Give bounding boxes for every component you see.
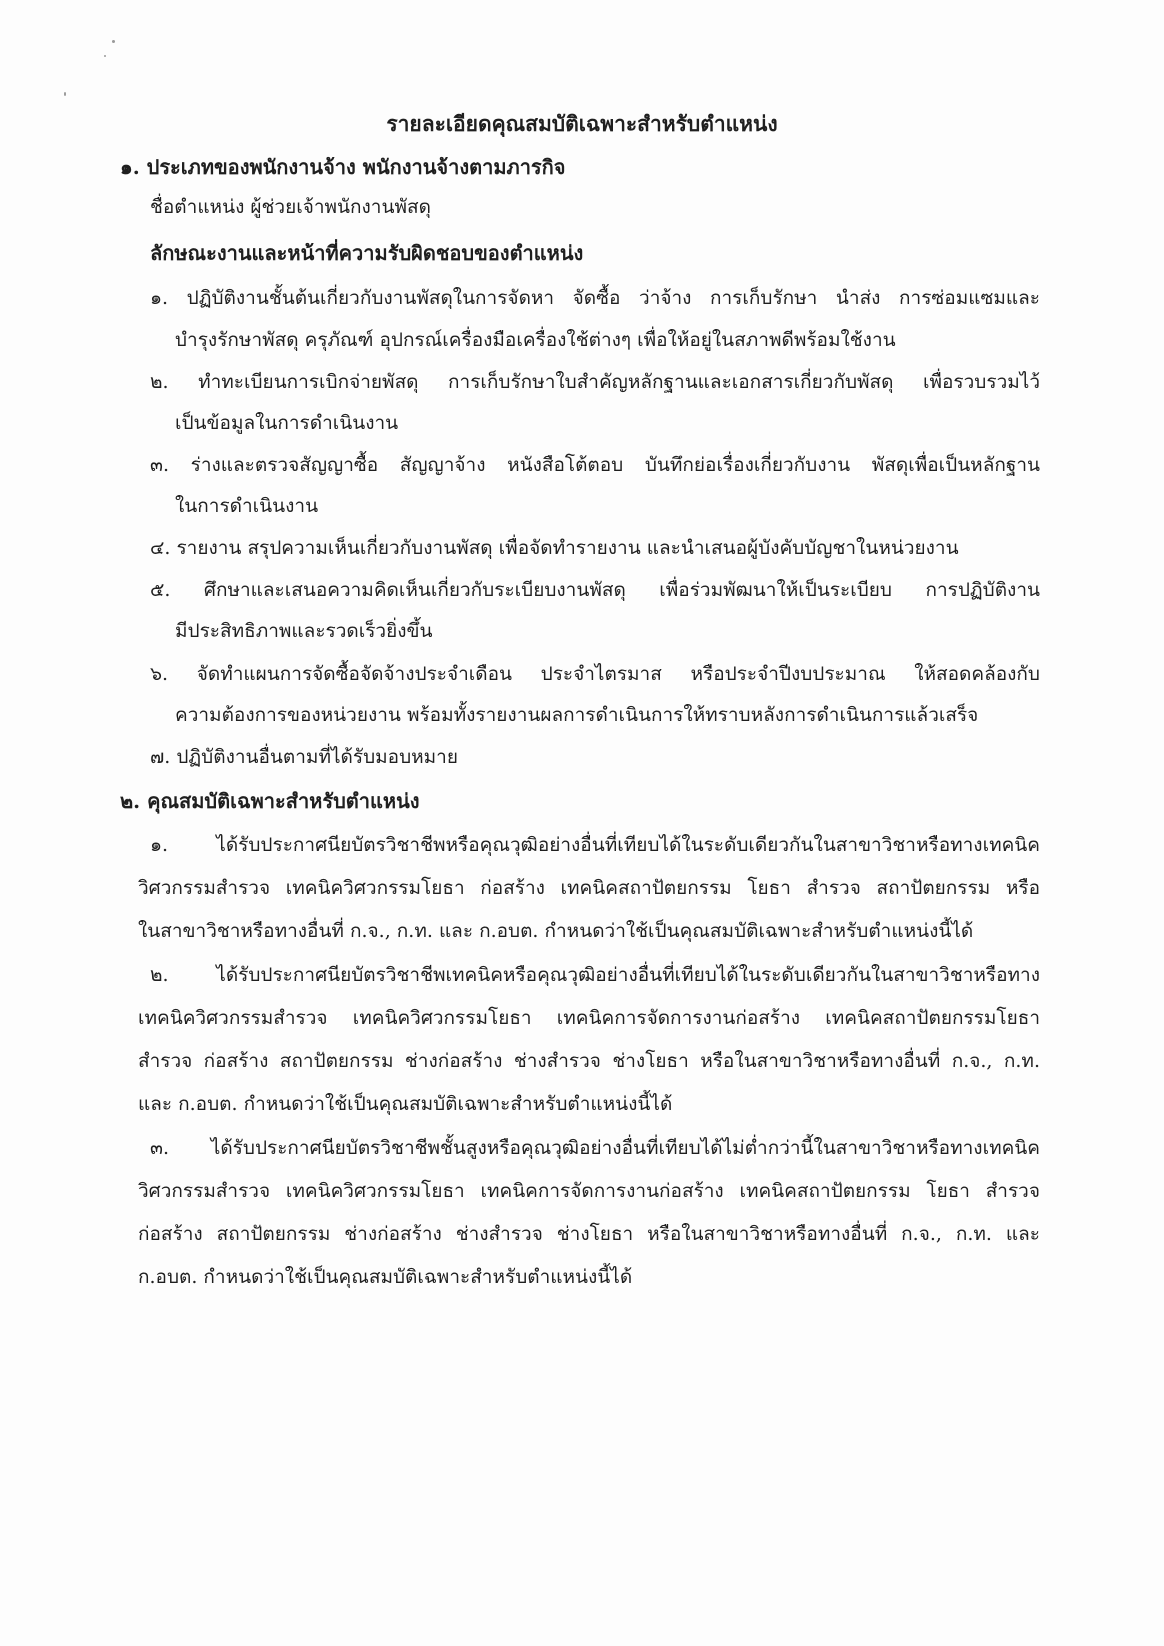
duty-item-7-line1: ๗. ปฏิบัติงานอื่นตามที่ได้รับมอบหมาย — [150, 746, 458, 768]
qualification-1-line1: ๑. ได้รับประกาศนียบัตรวิชาชีพหรือคุณวุฒิอย่างอื่นที่เทียบได้ในระดับเดียวกันในสาขาวิชาหรือทางเทคนิค — [150, 834, 1040, 856]
duty-item-1-line1: ๑. ปฏิบัติงานชั้นต้นเกี่ยวกับงานพัสดุในการจัดหา จัดซื้อ ว่าจ้าง การเก็บรักษา นำส่ง การซ่อมแซมและ — [150, 287, 1040, 309]
qualification-1-line2: วิศวกรรมสำรวจ เทคนิควิศวกรรมโยธา ก่อสร้าง เทคนิคสถาปัตยกรรม โยธา สำรวจ สถาปัตยกรรม หรือ — [138, 877, 1040, 899]
qualification-2-line1: ๒. ได้รับประกาศนียบัตรวิชาชีพเทคนิคหรือคุณวุฒิอย่างอื่นที่เทียบได้ในระดับเดียวกันในสาขาวิชาหรือทาง — [150, 964, 1040, 986]
qualification-2-line2: เทคนิควิศวกรรมสำรวจ เทคนิควิศวกรรมโยธา เทคนิคการจัดการงานก่อสร้าง เทคนิคสถาปัตยกรรมโยธา — [138, 1007, 1040, 1029]
duty-item-6-line1: ๖. จัดทำแผนการจัดซื้อจัดจ้างประจำเดือน ประจำไตรมาส หรือประจำปีงบประมาณ ให้สอดคล้องกับ — [150, 663, 1040, 685]
qualification-3-line4: ก.อบต. กำหนดว่าใช้เป็นคุณสมบัติเฉพาะสำหรับตำแหน่งนี้ได้ — [138, 1266, 633, 1288]
section1-heading: ๑. ประเภทของพนักงานจ้าง พนักงานจ้างตามภารกิจ — [120, 155, 566, 179]
qualification-2-line3: สำรวจ ก่อสร้าง สถาปัตยกรรม ช่างก่อสร้าง ช่างสำรวจ ช่างโยธา หรือในสาขาวิชาหรือทางอื่นที่ ก.จ., ก.ท. — [138, 1050, 1040, 1072]
qualification-1-line3: ในสาขาวิชาหรือทางอื่นที่ ก.จ., ก.ท. และ ก.อบต. กำหนดว่าใช้เป็นคุณสมบัติเฉพาะสำหรับตำแหน่งนี้ได้ — [138, 920, 974, 942]
position-name: ชื่อตำแหน่ง ผู้ช่วยเจ้าพนักงานพัสดุ — [150, 196, 431, 218]
duty-item-4-line1: ๔. รายงาน สรุปความเห็นเกี่ยวกับงานพัสดุ เพื่อจัดทำรายงาน และนำเสนอผู้บังคับบัญชาในหน่วยงาน — [150, 537, 959, 559]
qualification-2-line4: และ ก.อบต. กำหนดว่าใช้เป็นคุณสมบัติเฉพาะสำหรับตำแหน่งนี้ได้ — [138, 1093, 673, 1115]
duty-item-5-line2: มีประสิทธิภาพและรวดเร็วยิ่งขึ้น — [175, 620, 433, 642]
duty-item-2-line2: เป็นข้อมูลในการดำเนินงาน — [175, 412, 399, 434]
duty-item-3-line1: ๓. ร่างและตรวจสัญญาซื้อ สัญญาจ้าง หนังสือโต้ตอบ บันทึกย่อเรื่องเกี่ยวกับงาน พัสดุเพื่อเป็นหลักฐาน — [150, 454, 1040, 476]
scan-speck — [112, 40, 115, 43]
duty-item-1-line2: บำรุงรักษาพัสดุ ครุภัณฑ์ อุปกรณ์เครื่องมือเครื่องใช้ต่างๆ เพื่อให้อยู่ในสภาพดีพร้อมใช้งาน — [175, 329, 896, 351]
duty-item-5-line1: ๕. ศึกษาและเสนอความคิดเห็นเกี่ยวกับระเบียบงานพัสดุ เพื่อร่วมพัฒนาให้เป็นระเบียบ การปฏิบัติงาน — [150, 579, 1040, 601]
scan-speck — [64, 92, 66, 96]
section2-heading: ๒. คุณสมบัติเฉพาะสำหรับตำแหน่ง — [120, 789, 420, 813]
qualification-3-line3: ก่อสร้าง สถาปัตยกรรม ช่างก่อสร้าง ช่างสำรวจ ช่างโยธา หรือในสาขาวิชาหรือทางอื่นที่ ก.จ., ก.ท. และ — [138, 1223, 1040, 1245]
scan-speck — [104, 55, 106, 57]
document-title: รายละเอียดคุณสมบัติเฉพาะสำหรับตำแหน่ง — [386, 111, 778, 136]
duty-item-6-line2: ความต้องการของหน่วยงาน พร้อมทั้งรายงานผลการดำเนินการให้ทราบหลังการดำเนินการแล้วเสร็จ — [175, 704, 979, 726]
duty-item-3-line2: ในการดำเนินงาน — [175, 495, 319, 517]
duties-heading: ลักษณะงานและหน้าที่ความรับผิดชอบของตำแหน่ง — [150, 241, 584, 265]
qualification-3-line1: ๓. ได้รับประกาศนียบัตรวิชาชีพชั้นสูงหรือคุณวุฒิอย่างอื่นที่เทียบได้ไม่ต่ำกว่านี้ในสาขาวิชาหรือทางเทคนิค — [150, 1137, 1040, 1159]
duty-item-2-line1: ๒. ทำทะเบียนการเบิกจ่ายพัสดุ การเก็บรักษาใบสำคัญหลักฐานและเอกสารเกี่ยวกับพัสดุ เพื่อรวบรวมไว้ — [150, 371, 1040, 393]
qualification-3-line2: วิศวกรรมสำรวจ เทคนิควิศวกรรมโยธา เทคนิคการจัดการงานก่อสร้าง เทคนิคสถาปัตยกรรม โยธา สำรวจ — [138, 1180, 1040, 1202]
